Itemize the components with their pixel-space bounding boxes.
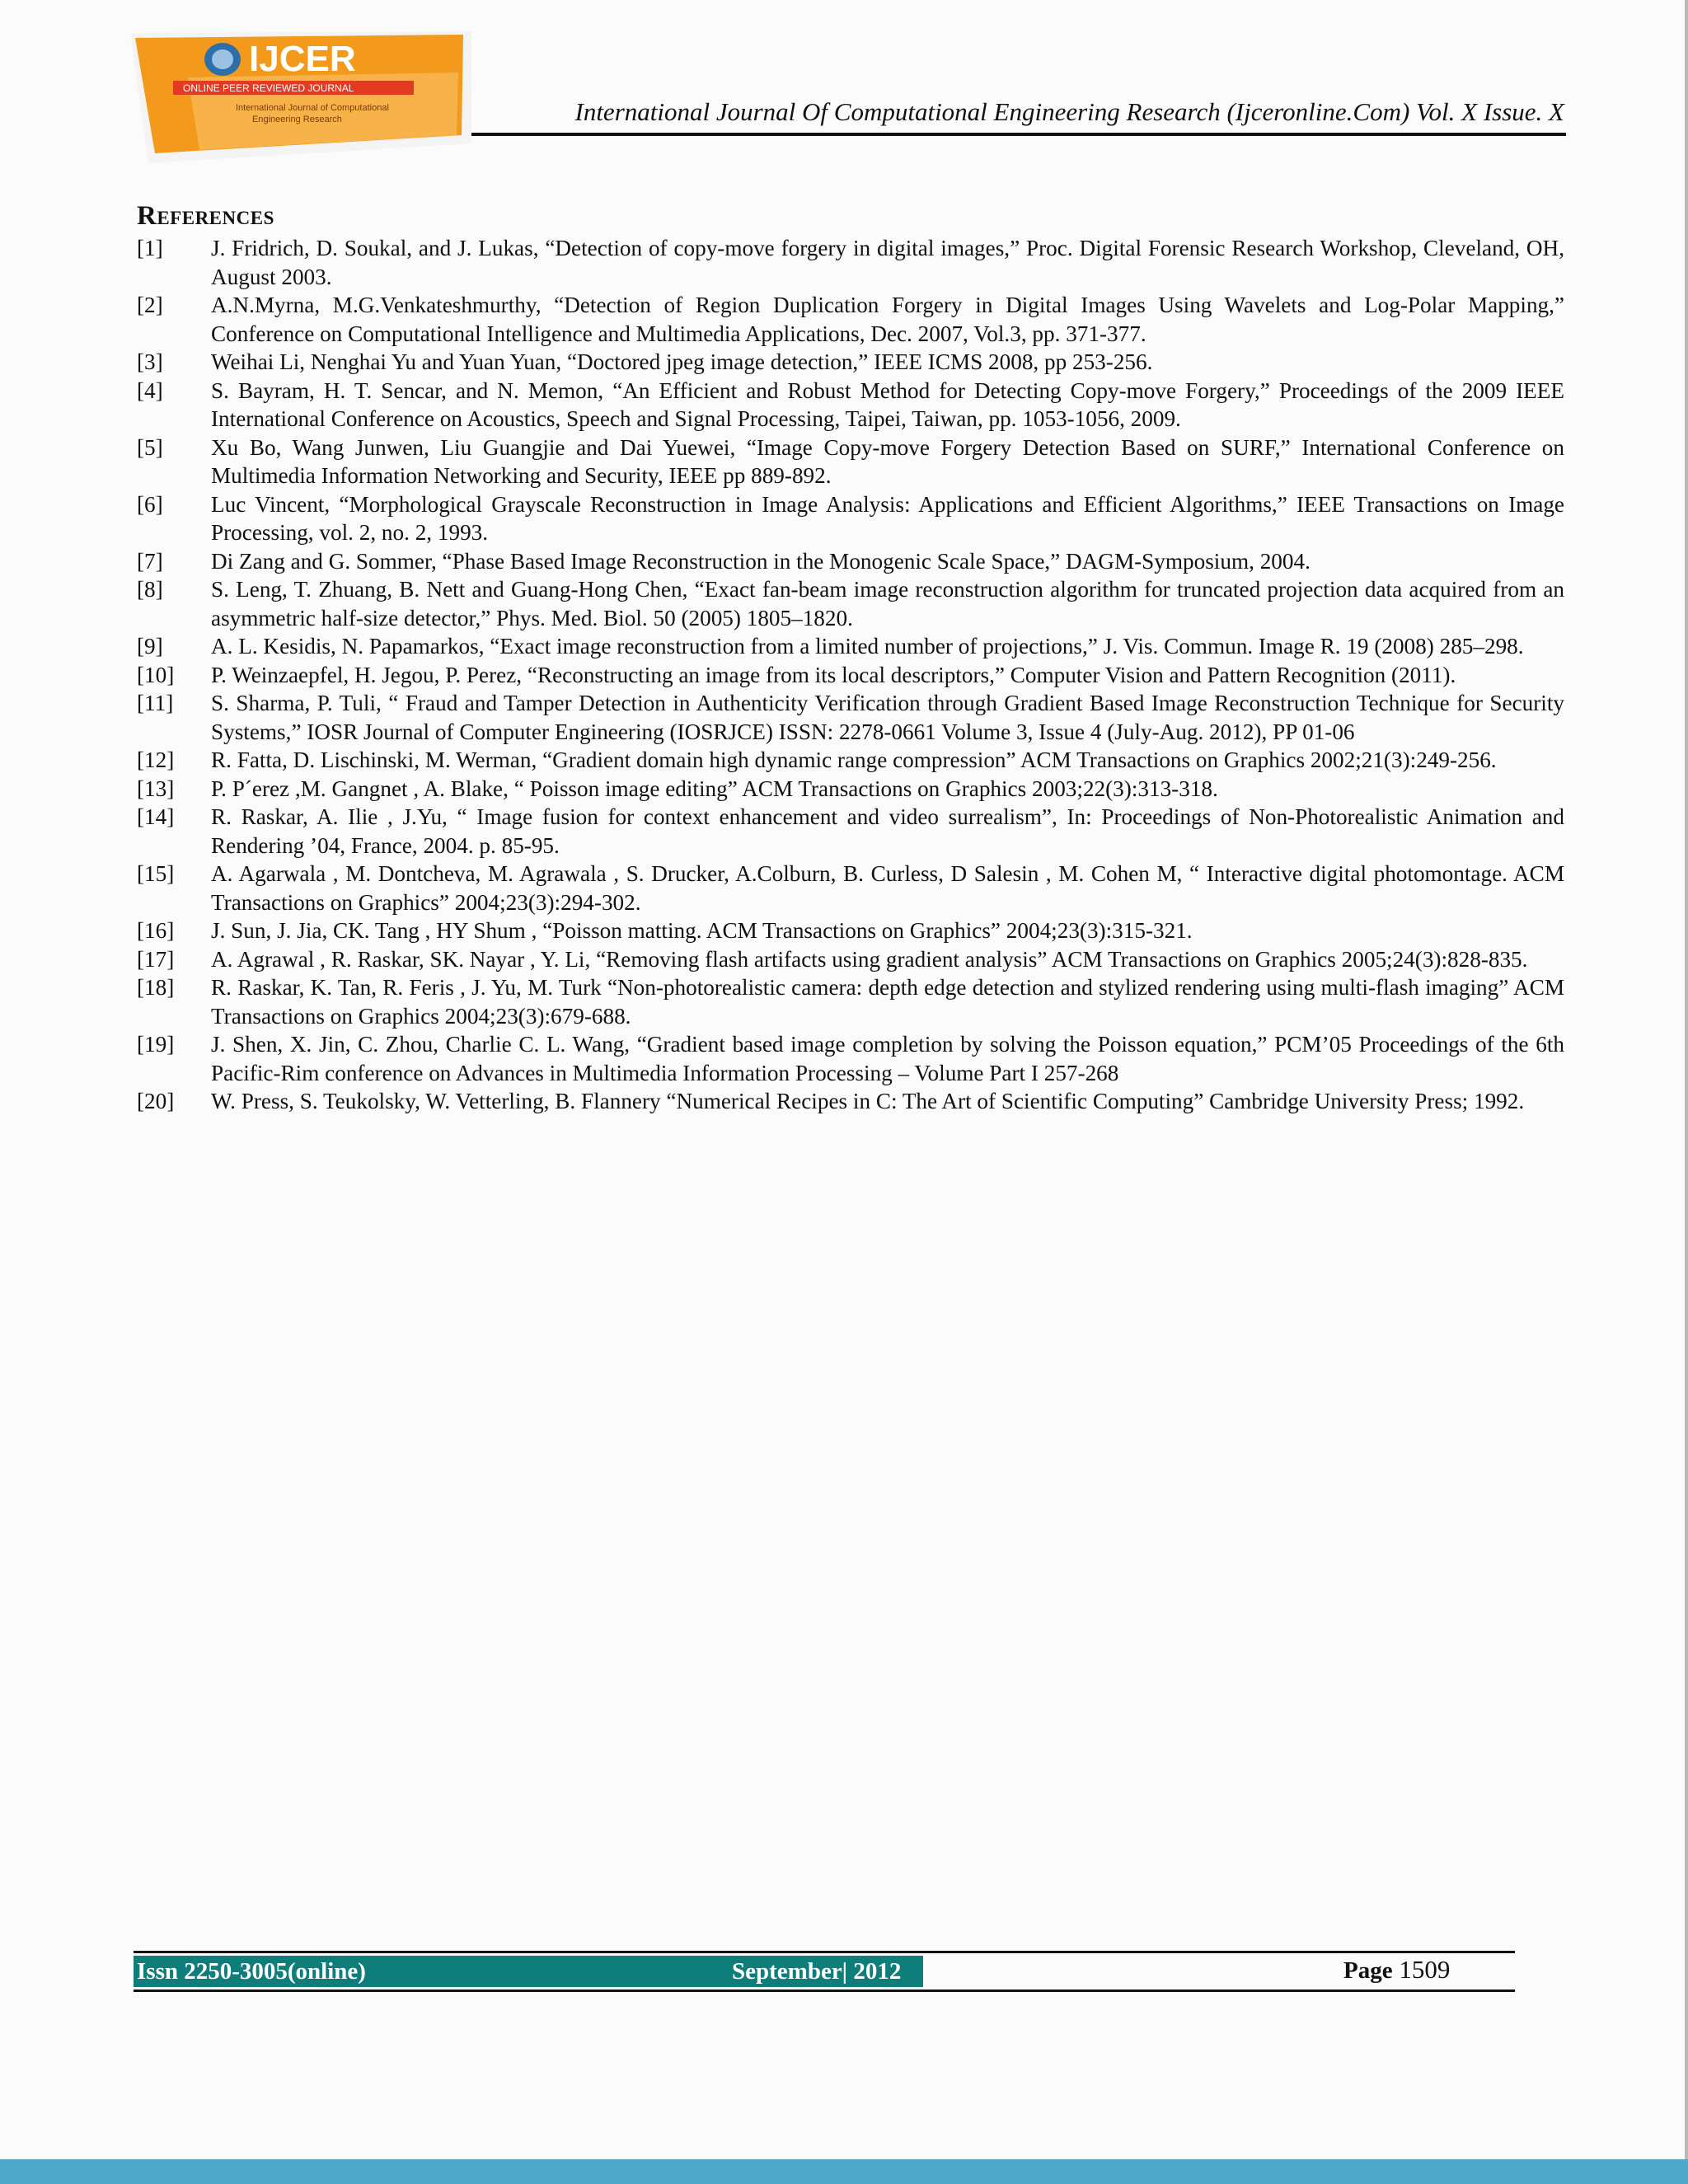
header-rule: [471, 133, 1566, 136]
journal-logo: [130, 30, 471, 165]
reference-item: [137, 945, 1564, 974]
reference-item: [137, 775, 1564, 804]
reference-item: [137, 291, 1564, 348]
reference-number: [3]: [137, 349, 163, 374]
reference-number: [4]: [137, 377, 163, 403]
footer-page: [1343, 1955, 1450, 1985]
reference-number: [19]: [137, 1032, 175, 1057]
reference-item: [137, 746, 1564, 775]
reference-number: [20]: [137, 1089, 175, 1113]
reference-text: J. Fridrich, D. Soukal, and J. Lukas, “Detection of copy-move forgery in digital images,” Proc. Digital Forensic Research Workshop, Cleveland, OH, August 2003.: [211, 236, 1564, 289]
logo-text: IJCER: [249, 39, 356, 79]
reference-item: [137, 234, 1564, 291]
reference-number: [6]: [137, 491, 163, 517]
reference-item: [137, 547, 1564, 576]
reference-number: [1]: [137, 236, 163, 260]
reference-text: Weihai Li, Nenghai Yu and Yuan Yuan, “Doctored jpeg image detection,” IEEE ICMS 2008, pp 253-256.: [211, 349, 1153, 374]
reference-number: [12]: [137, 748, 175, 772]
reference-text: A. Agarwala , M. Dontcheva, M. Agrawala , S. Drucker, A.Colburn, B. Curless, D Salesin , M. Cohen M, “ Interactive digital photomontage. ACM Transactions on Graphics” 2004;23(3):294-302.: [211, 861, 1564, 915]
reference-number: [9]: [137, 634, 163, 658]
reference-text: A. L. Kesidis, N. Papamarkos, “Exact image reconstruction from a limited number of projections,” J. Vis. Commun. Image R. 19 (2008) 285–298.: [211, 634, 1524, 658]
reference-text: S. Leng, T. Zhuang, B. Nett and Guang-Hong Chen, “Exact fan-beam image reconstruction algorithm for truncated projection data acquired from an asymmetric half-size detector,” Phys. Med. Biol. 50 (2005) 1805–1820.: [211, 577, 1564, 630]
logo-subtitle-2: Engineering Research: [252, 115, 342, 124]
page-number: 1509: [1399, 1955, 1451, 1984]
footer-rule-top: [134, 1951, 1515, 1953]
page-label: Page: [1343, 1957, 1393, 1984]
reference-text: A. Agrawal , R. Raskar, SK. Nayar , Y. Li, “Removing flash artifacts using gradient analysis” ACM Transactions on Graphics 2005;24(3):828-835.: [211, 946, 1528, 972]
reference-text: Luc Vincent, “Morphological Grayscale Reconstruction in Image Analysis: Applications and Efficient Algorithms,” IEEE Transactions on Image Processing, vol. 2, no. 2, 1993.: [211, 491, 1564, 545]
reference-number: [18]: [137, 975, 175, 1000]
reference-text: R. Raskar, A. Ilie , J.Yu, “ Image fusion for context enhancement and video surrealism”, In: Proceedings of Non-Photorealistic Animation and Rendering ’04, France, 2004. p. 85-95.: [211, 804, 1564, 858]
reference-number: [2]: [137, 293, 163, 317]
reference-number: [17]: [137, 946, 175, 972]
reference-text: S. Sharma, P. Tuli, “ Fraud and Tamper Detection in Authenticity Verification through Gradient Based Image Reconstruction Technique for Security Systems,” IOSR Journal of Computer Engineering (IOSRJCE) ISSN: 2278-0661 Volume 3, Issue 4 (July-Aug. 2012), PP 01-06: [211, 691, 1564, 744]
reference-item: [137, 490, 1564, 547]
reference-text: J. Shen, X. Jin, C. Zhou, Charlie C. L. Wang, “Gradient based image completion by solving the Poisson equation,” PCM’05 Proceedings of the 6th Pacific-Rim conference on Advances in Multimedia Information Processing – Volume Part I 257-268: [211, 1032, 1564, 1085]
references-list: [137, 234, 1564, 1116]
reference-item: [137, 689, 1564, 746]
reference-number: [13]: [137, 776, 175, 801]
reference-item: [137, 860, 1564, 916]
reference-number: [7]: [137, 548, 163, 574]
reference-number: [10]: [137, 662, 175, 687]
reference-number: [5]: [137, 434, 163, 460]
reference-item: [137, 575, 1564, 632]
reference-item: [137, 434, 1564, 490]
reference-item: [137, 803, 1564, 860]
reference-text: W. Press, S. Teukolsky, W. Vetterling, B. Flannery “Numerical Recipes in C: The Art of Scientific Computing” Cambridge University Press; 1992.: [211, 1089, 1525, 1113]
reference-number: [11]: [137, 691, 174, 715]
reference-item: [137, 377, 1564, 434]
reference-text: S. Bayram, H. T. Sencar, and N. Memon, “An Efficient and Robust Method for Detecting Copy-move Forgery,” Proceedings of the 2009 IEEE International Conference on Acoustics, Speech and Signal Processing, Taipei, Taiwan, pp. 1053-1056, 2009.: [211, 377, 1564, 431]
reference-number: [16]: [137, 918, 175, 943]
reference-item: [137, 973, 1564, 1030]
logo-tagline: ONLINE PEER REVIEWED JOURNAL: [183, 82, 354, 94]
reference-text: A.N.Myrna, M.G.Venkateshmurthy, “Detection of Region Duplication Forgery in Digital Images Using Wavelets and Log-Polar Mapping,” Conference on Computational Intelligence and Multimedia Applications, Dec. 2007, Vol.3, pp. 371-377.: [211, 293, 1564, 346]
reference-text: R. Fatta, D. Lischinski, M. Werman, “Gradient domain high dynamic range compression” ACM Transactions on Graphics 2002;21(3):249-256.: [211, 748, 1497, 772]
reference-item: [137, 1087, 1564, 1116]
reference-item: [137, 1030, 1564, 1087]
reference-number: [8]: [137, 577, 163, 602]
footer-rule-bottom: [134, 1990, 1515, 1992]
footer-issn: Issn 2250-3005(online): [137, 1958, 366, 1985]
reference-number: [14]: [137, 804, 175, 829]
reference-item: [137, 348, 1564, 377]
running-header: International Journal Of Computational Engineering Research (Ijceronline.Com) Vol. X Issue. X: [574, 97, 1564, 126]
reference-text: Xu Bo, Wang Junwen, Liu Guangjie and Dai Yuewei, “Image Copy-move Forgery Detection Based on SURF,” International Conference on Multimedia Information Networking and Security, IEEE pp 889-892.: [211, 434, 1564, 488]
section-title: References: [137, 201, 274, 231]
reference-item: [137, 632, 1564, 661]
reference-text: J. Sun, J. Jia, CK. Tang , HY Shum , “Poisson matting. ACM Transactions on Graphics” 2004;23(3):315-321.: [211, 918, 1193, 943]
reference-item: [137, 916, 1564, 945]
bottom-bar: [0, 2159, 1688, 2184]
reference-text: Di Zang and G. Sommer, “Phase Based Image Reconstruction in the Monogenic Scale Space,” DAGM-Symposium, 2004.: [211, 548, 1311, 574]
footer-date: September| 2012: [732, 1958, 902, 1985]
logo-subtitle-1: International Journal of Computational: [236, 103, 389, 113]
reference-text: R. Raskar, K. Tan, R. Feris , J. Yu, M. Turk “Non-photorealistic camera: depth edge detection and stylized rendering using multi-flash imaging” ACM Transactions on Graphics 2004;23(3):679-688.: [211, 975, 1564, 1029]
reference-item: [137, 661, 1564, 690]
reference-text: P. Weinzaepfel, H. Jegou, P. Perez, “Reconstructing an image from its local descriptors,” Computer Vision and Pattern Recognition (2011).: [211, 662, 1456, 687]
reference-number: [15]: [137, 861, 175, 886]
reference-text: P. P´erez ,M. Gangnet , A. Blake, “ Poisson image editing” ACM Transactions on Graphics 2003;22(3):313-318.: [211, 776, 1218, 801]
